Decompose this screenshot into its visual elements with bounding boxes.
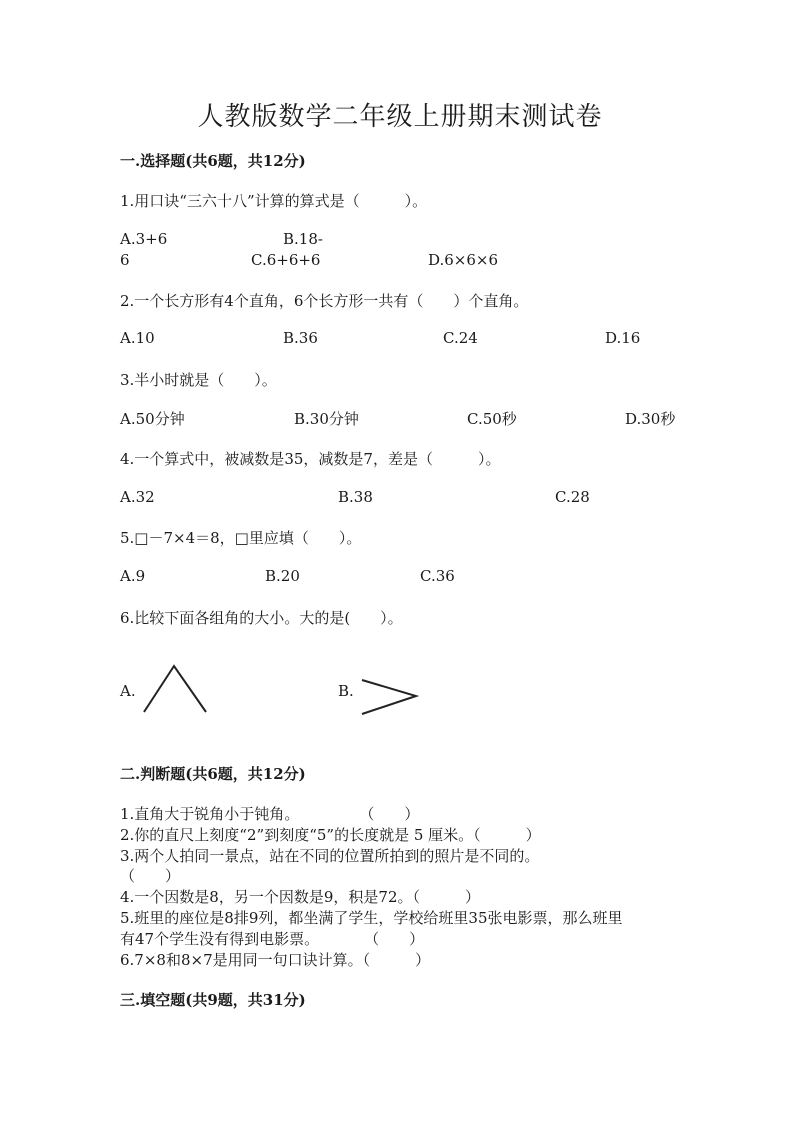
option-2c: C.24	[443, 329, 478, 347]
angle-b-figure	[358, 676, 422, 720]
option-3b: B.30分钟	[294, 410, 359, 428]
section-heading-judge: 二.判断题(共6题，共12分)	[120, 765, 306, 783]
option-4c: C.28	[555, 488, 590, 506]
option-1d: D.6×6×6	[428, 251, 499, 269]
option-3a: A.50分钟	[120, 410, 185, 428]
option-5c: C.36	[420, 567, 455, 585]
section-heading-choice: 一.选择题(共6题，共12分)	[120, 152, 306, 170]
option-1c: C.6+6+6	[251, 251, 321, 269]
judge-line: （ ）	[120, 867, 181, 885]
option-5b: B.20	[265, 567, 300, 585]
question-1: 1.用口诀“三六十八”计算的算式是（ ）。	[120, 192, 428, 210]
question-2: 2.一个长方形有4个直角，6个长方形一共有（ ）个直角。	[120, 292, 529, 310]
page-title: 人教版数学二年级上册期末测试卷	[197, 102, 603, 132]
judge-line: 有47个学生没有得到电影票。 （ ）	[120, 930, 425, 948]
angle-a-figure	[140, 662, 212, 718]
option-2a: A.10	[120, 329, 155, 347]
option-3c: C.50秒	[467, 410, 517, 428]
option-2d: D.16	[605, 329, 641, 347]
judge-line: 4.一个因数是8，另一个因数是9，积是72。（ ）	[120, 888, 480, 906]
option-6a: A.	[120, 682, 136, 700]
question-4: 4.一个算式中，被减数是35，减数是7，差是（ ）。	[120, 450, 501, 468]
question-3: 3.半小时就是（ ）。	[120, 371, 277, 389]
judge-line: 6.7×8和8×7是用同一句口诀计算。（ ）	[120, 951, 431, 969]
judge-line: 1.直角大于锐角小于钝角。 （ ）	[120, 805, 420, 823]
option-1b-cont: 6	[120, 251, 130, 269]
option-6b: B.	[338, 682, 354, 700]
question-5: 5.□－7×4＝8，□里应填（ ）。	[120, 529, 362, 547]
option-2b: B.36	[283, 329, 318, 347]
option-4a: A.32	[120, 488, 155, 506]
option-5a: A.9	[120, 567, 146, 585]
option-1b: B.18-	[283, 230, 323, 248]
judge-line: 2.你的直尺上刻度“2”到刻度“5”的长度就是 5 厘米。（ ）	[120, 826, 541, 844]
judge-line: 5.班里的座位是8排9列，都坐满了学生，学校给班里35张电影票，那么班里	[120, 909, 623, 927]
section-heading-fill: 三.填空题(共9题，共31分)	[120, 991, 306, 1009]
option-3d: D.30秒	[625, 410, 676, 428]
judge-line: 3.两个人拍同一景点，站在不同的位置所拍到的照片是不同的。	[120, 847, 540, 865]
question-6: 6.比较下面各组角的大小。大的是( ）。	[120, 609, 403, 627]
option-4b: B.38	[338, 488, 373, 506]
option-1a: A.3+6	[120, 230, 168, 248]
